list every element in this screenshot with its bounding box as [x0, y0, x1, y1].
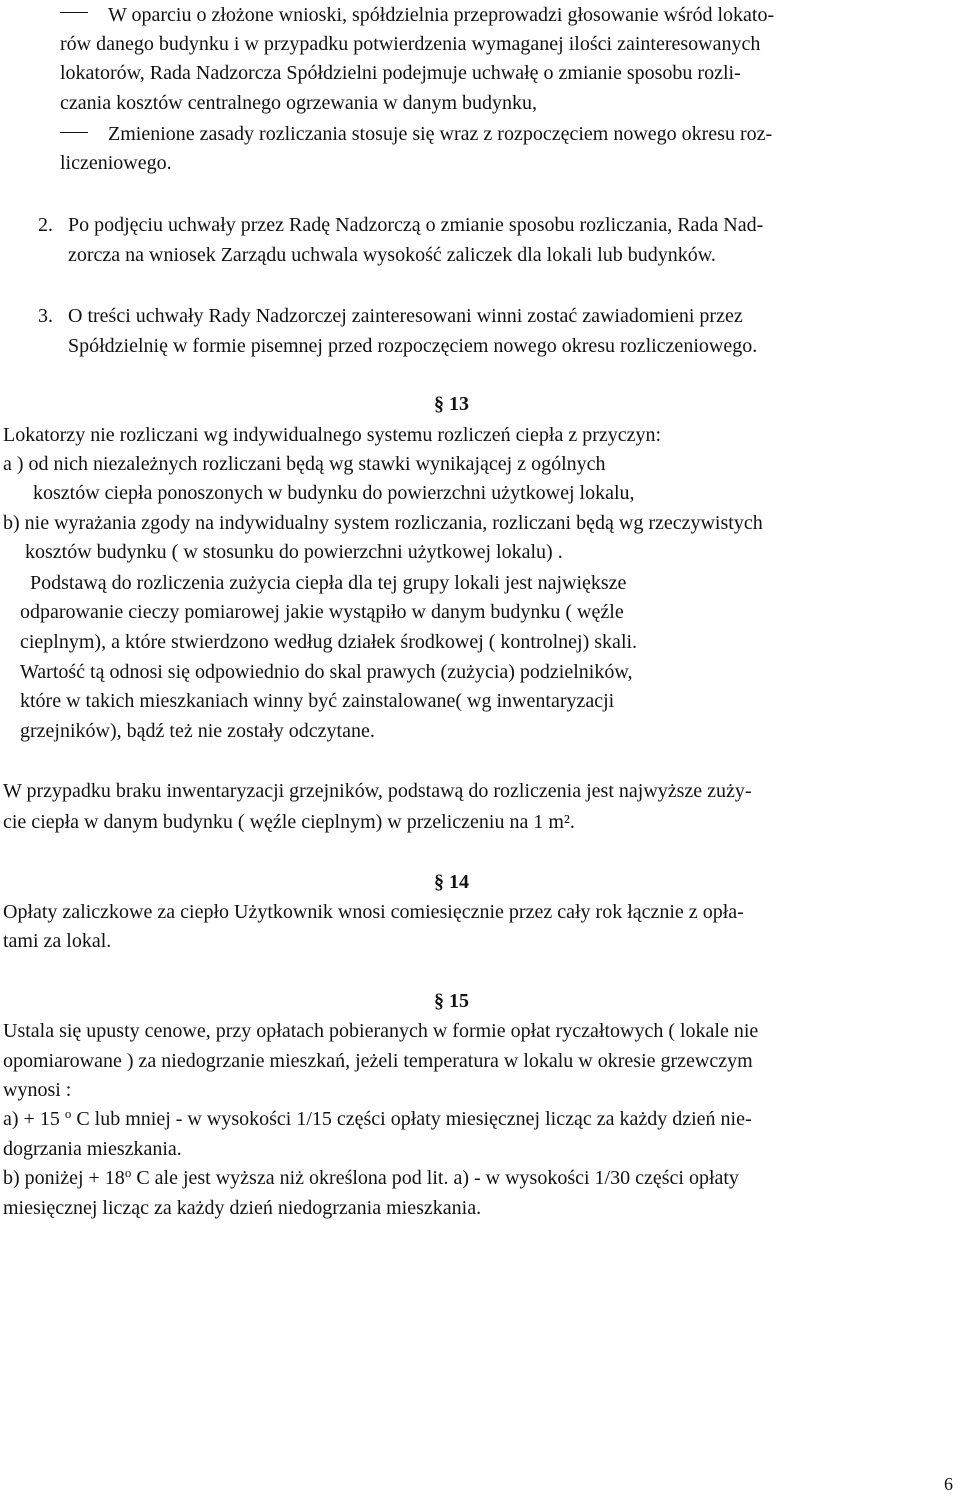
list-item-text: W oparciu o złożone wnioski, spółdzielnia przeprowadzi głosowanie wśród lokato-: [108, 4, 775, 26]
section-heading: § 13: [434, 393, 469, 415]
paragraph-line: b) nie wyrażania zgody na indywidualny system rozliczania, rozliczani będą wg rzeczywistych: [3, 512, 763, 534]
paragraph-line: dogrzania mieszkania.: [3, 1138, 182, 1160]
clause-a-prefix: a) + 15: [3, 1108, 65, 1130]
section-heading: § 15: [434, 990, 469, 1012]
page-number: 6: [944, 1474, 953, 1494]
dash-bullet: [60, 12, 88, 13]
clause-b-prefix: b) poniżej + 18: [3, 1167, 125, 1189]
paragraph-line: [3, 1106, 752, 1130]
clause-a-text: C lub mniej - w wysokości 1/15 części opłaty miesięcznej licząc za każdy dzień nie-: [71, 1108, 752, 1130]
list-item-text: lokatorów, Rada Nadzorcza Spółdzielni podejmuje uchwałę o zmianie sposobu rozli-: [60, 62, 741, 84]
paragraph-line: [3, 1165, 739, 1189]
clause-b-text: C ale jest wyższa niż określona pod lit. a) - w wysokości 1/30 części opłaty: [131, 1167, 739, 1189]
item-text: Spółdzielnię w formie pisemnej przed rozpoczęciem nowego okresu rozliczeniowego.: [68, 335, 758, 357]
paragraph-line: Ustala się upusty cenowe, przy opłatach pobieranych w formie opłat ryczałtowych ( lokale nie: [3, 1020, 759, 1042]
paragraph-line: W przypadku braku inwentaryzacji grzejników, podstawą do rozliczenia jest najwyższe zuży-: [3, 780, 752, 802]
paragraph-line: Podstawą do rozliczenia zużycia ciepła dla tej grupy lokali jest największe: [30, 572, 627, 594]
item-number: 3.: [38, 305, 53, 327]
paragraph-line: Opłaty zaliczkowe za ciepło Użytkownik wnosi comiesięcznie przez cały rok łącznie z opła-: [3, 901, 744, 923]
paragraph-line: opomiarowane ) za niedogrzanie mieszkań, jeżeli temperatura w lokalu w okresie grzewczym: [3, 1050, 753, 1072]
paragraph-line: miesięcznej licząc za każdy dzień niedogrzania mieszkania.: [3, 1197, 482, 1219]
paragraph-line: wynosi :: [3, 1079, 72, 1101]
degree-mark: o: [64, 1106, 72, 1121]
dash-bullet: [60, 132, 88, 133]
degree-mark: o: [124, 1165, 132, 1180]
list-item-text: rów danego budynku i w przypadku potwierdzenia wymaganej ilości zainteresowanych: [60, 33, 761, 55]
list-item-text: czania kosztów centralnego ogrzewania w danym budynku,: [60, 92, 538, 114]
paragraph-line: Wartość tą odnosi się odpowiednio do skal prawych (zużycia) podzielników,: [20, 661, 633, 683]
paragraph-line: które w takich mieszkaniach winny być zainstalowane( wg inwentaryzacji: [20, 690, 615, 712]
paragraph-line: kosztów ciepła ponoszonych w budynku do powierzchni użytkowej lokalu,: [33, 482, 635, 504]
paragraph-line: cieplnym), a które stwierdzono według działek środkowej ( kontrolnej) skali.: [20, 631, 638, 653]
item-number: 2.: [38, 214, 53, 236]
paragraph-line: kosztów budynku ( w stosunku do powierzchni użytkowej lokalu) .: [25, 541, 563, 563]
paragraph-line: cie ciepła w danym budynku ( węźle cieplnym) w przeliczeniu na 1 m².: [3, 811, 575, 833]
list-item-text: liczeniowego.: [60, 152, 172, 174]
paragraph-line: grzejników), bądź też nie zostały odczytane.: [20, 720, 375, 742]
item-text: O treści uchwały Rady Nadzorczej zainteresowani winni zostać zawiadomieni przez: [68, 305, 743, 327]
section-heading: § 14: [434, 871, 469, 893]
paragraph-line: a ) od nich niezależnych rozliczani będą wg stawki wynikającej z ogólnych: [3, 453, 606, 475]
item-text: Po podjęciu uchwały przez Radę Nadzorczą o zmianie sposobu rozliczania, Rada Nad-: [68, 214, 764, 236]
paragraph-line: Lokatorzy nie rozliczani wg indywidualnego systemu rozliczeń ciepła z przyczyn:: [3, 424, 662, 446]
paragraph-line: tami za lokal.: [3, 930, 112, 952]
paragraph-line: odparowanie cieczy pomiarowej jakie wystąpiło w danym budynku ( węźle: [20, 601, 624, 623]
list-item-text: Zmienione zasady rozliczania stosuje się wraz z rozpoczęciem nowego okresu roz-: [108, 123, 773, 145]
item-text: zorcza na wniosek Zarządu uchwala wysokość zaliczek dla lokali lub budynków.: [68, 244, 716, 266]
